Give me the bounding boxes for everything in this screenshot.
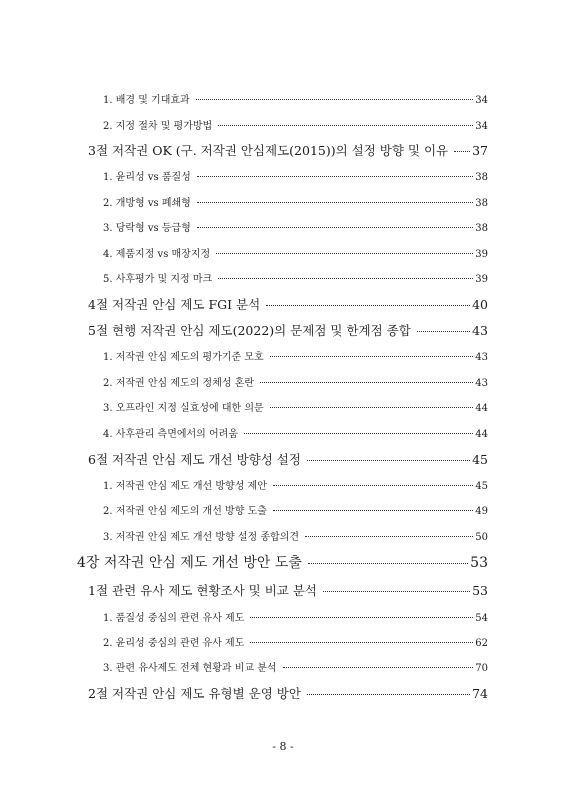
dot-leader <box>323 591 470 592</box>
toc-entry-page: 45 <box>475 481 488 492</box>
toc-entry[interactable] <box>88 295 488 313</box>
toc-entry-title: 2절 저작권 안심 제도 유형별 운영 방안 <box>88 686 301 701</box>
toc-entry-title: 3. 당락형 vs 등급형 <box>103 223 191 234</box>
toc-entry-title: 2. 저작권 안심 제도의 개선 방향 도출 <box>103 506 267 517</box>
toc-entry-page: 74 <box>472 686 488 701</box>
dot-leader <box>305 536 473 537</box>
toc-entry-title: 3절 저작권 OK (구. 저작권 안심제도(2015))의 설정 방향 및 이유 <box>88 143 449 158</box>
toc-entry-page: 34 <box>475 95 488 106</box>
toc-entry-page: 37 <box>472 143 488 158</box>
toc-entry-page: 53 <box>470 555 488 571</box>
toc-entry-title: 4장 저작권 안심 제도 개선 방안 도출 <box>77 555 302 571</box>
dot-leader <box>273 485 473 486</box>
dot-leader <box>270 407 474 408</box>
toc-entry[interactable] <box>103 194 488 209</box>
dot-leader <box>216 253 473 254</box>
dot-leader <box>196 99 474 100</box>
toc-entry-page: 54 <box>475 613 488 624</box>
toc-entry[interactable] <box>88 321 488 339</box>
dot-leader <box>266 305 470 306</box>
toc-entry-title: 2. 지정 절차 및 평가방법 <box>103 121 213 132</box>
toc-entry[interactable] <box>88 450 488 468</box>
dot-leader <box>218 278 473 279</box>
toc-entry[interactable] <box>103 425 488 440</box>
toc-entry-title: 3. 관련 유사제도 전체 현황과 비교 분석 <box>103 663 277 674</box>
toc-entry-page: 39 <box>475 274 488 285</box>
toc-entry-title: 1. 윤리성 vs 품질성 <box>103 172 191 183</box>
toc-entry-title: 1. 저작권 안심 제도 개선 방향성 제안 <box>103 481 267 492</box>
toc-entry-title: 6절 저작권 안심 제도 개선 방향성 설정 <box>88 452 301 467</box>
dot-leader <box>270 356 474 357</box>
toc-entry-page: 44 <box>475 403 488 414</box>
toc-entry[interactable] <box>103 477 488 492</box>
toc-entry-title: 1. 품질성 중심의 관련 유사 제도 <box>103 613 245 624</box>
toc-entry[interactable] <box>103 528 488 543</box>
toc-entry[interactable] <box>103 219 488 234</box>
toc-entry-page: 49 <box>475 506 488 517</box>
dot-leader <box>308 563 468 564</box>
dot-leader <box>197 202 473 203</box>
dot-leader <box>260 382 473 383</box>
toc-entry[interactable] <box>103 609 488 624</box>
toc-entry-page: 43 <box>475 352 488 363</box>
toc-entry-title: 3. 저작권 안심 제도 개선 방향 설정 종합의견 <box>103 532 300 543</box>
toc-entry[interactable] <box>88 141 488 159</box>
dot-leader <box>307 694 470 695</box>
toc-entry-title: 1절 관련 유사 제도 현황조사 및 비교 분석 <box>88 583 317 598</box>
toc-entry-title: 4. 제품지정 vs 매장지정 <box>103 249 211 260</box>
toc-entry[interactable] <box>103 374 488 389</box>
toc-entry-page: 34 <box>475 121 488 132</box>
toc-entry-title: 2. 윤리성 중심의 관련 유사 제도 <box>103 638 245 649</box>
toc-entry[interactable] <box>103 91 488 106</box>
dot-leader <box>197 176 473 177</box>
toc-entry-title: 4. 사후관리 측면에서의 어려움 <box>103 429 238 440</box>
toc-entry-page: 40 <box>472 297 488 312</box>
toc-entry[interactable] <box>103 634 488 649</box>
toc-entry[interactable] <box>103 399 488 414</box>
toc-entry-page: 43 <box>472 323 488 338</box>
toc-entry[interactable] <box>77 552 488 572</box>
toc-entry-page: 62 <box>475 638 488 649</box>
toc-entry-title: 5절 현행 저작권 안심 제도(2022)의 문제점 및 한계점 종합 <box>88 323 411 338</box>
dot-leader <box>244 433 473 434</box>
dot-leader <box>454 151 470 152</box>
toc-entry-page: 70 <box>475 663 488 674</box>
toc-entry-page: 45 <box>472 452 488 467</box>
toc-entry-title: 5. 사후평가 및 지정 마크 <box>103 274 213 285</box>
toc-entry[interactable] <box>103 348 488 363</box>
toc-entry[interactable] <box>103 270 488 285</box>
toc-entry-page: 44 <box>475 429 488 440</box>
toc-entry-page: 39 <box>475 249 488 260</box>
toc-entry[interactable] <box>103 117 488 132</box>
toc-entry[interactable] <box>88 684 488 702</box>
toc-entry-title: 2. 개방형 vs 폐쇄형 <box>103 198 191 209</box>
toc-entry[interactable] <box>88 581 488 599</box>
toc-entry[interactable] <box>103 245 488 260</box>
dot-leader <box>250 617 473 618</box>
dot-leader <box>307 460 470 461</box>
dot-leader <box>417 331 470 332</box>
toc-entry-page: 43 <box>475 378 488 389</box>
toc-entry-title: 3. 오프라인 지정 실효성에 대한 의문 <box>103 403 264 414</box>
dot-leader <box>283 667 474 668</box>
toc-entry-title: 1. 배경 및 기대효과 <box>103 95 190 106</box>
dot-leader <box>250 642 473 643</box>
dot-leader <box>218 125 473 126</box>
toc-entry-page: 38 <box>475 198 488 209</box>
toc-entry[interactable] <box>103 502 488 517</box>
toc-entry-title: 4절 저작권 안심 제도 FGI 분석 <box>88 297 261 312</box>
toc-entry-page: 38 <box>475 172 488 183</box>
toc-entry-title: 2. 저작권 안심 제도의 정체성 혼란 <box>103 378 255 389</box>
toc-entry-title: 1. 저작권 안심 제도의 평가기준 모호 <box>103 352 264 363</box>
dot-leader <box>197 227 473 228</box>
toc-entry-page: 38 <box>475 223 488 234</box>
page-number: - 8 - <box>272 740 294 753</box>
toc-entry[interactable] <box>103 659 488 674</box>
toc-entry[interactable] <box>103 168 488 183</box>
toc-entry-page: 53 <box>472 583 488 598</box>
toc-entry-page: 50 <box>475 532 488 543</box>
dot-leader <box>273 510 473 511</box>
